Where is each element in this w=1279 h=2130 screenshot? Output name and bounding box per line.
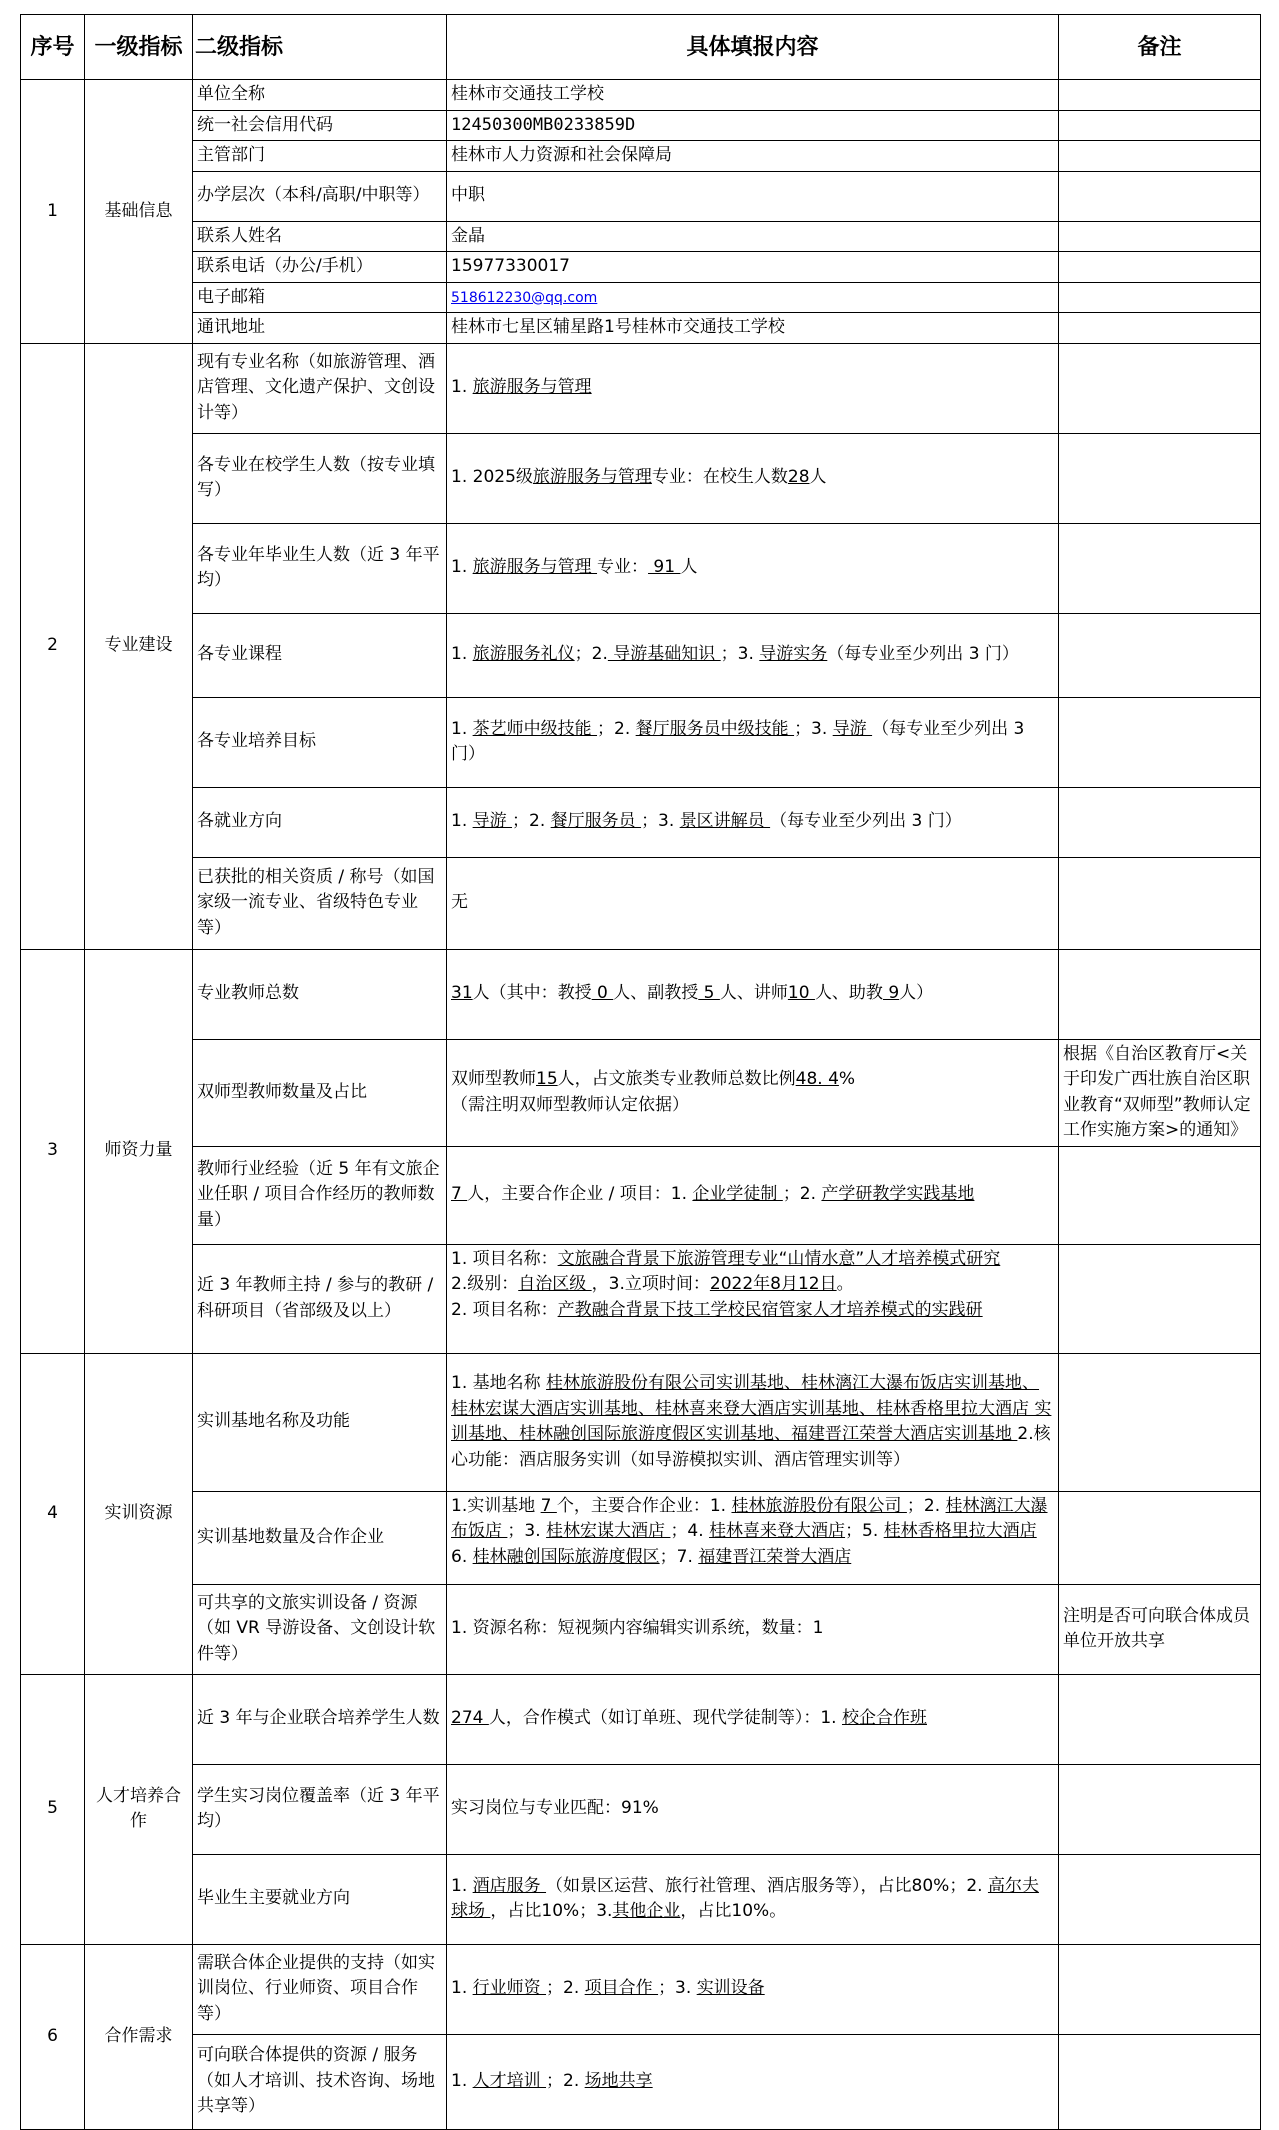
item-content: 274 人，合作模式（如订单班、现代学徒制等）：1. 校企合作班	[447, 1674, 1059, 1764]
table-row	[21, 1491, 1261, 1584]
item-remark	[1059, 313, 1261, 344]
item-remark	[1059, 221, 1261, 252]
item-remark	[1059, 2034, 1261, 2129]
item-remark	[1059, 523, 1261, 613]
section-category: 人才培养合作	[85, 1674, 193, 1944]
table-row	[21, 252, 1261, 283]
item-content: 1. 人才培训 ；2. 场地共享	[447, 2034, 1059, 2129]
table-row	[21, 1854, 1261, 1944]
section-category: 基础信息	[85, 80, 193, 344]
table-row	[21, 343, 1261, 433]
item-label: 各专业年毕业生人数（近 3 年平均）	[193, 523, 447, 613]
table-row	[21, 1353, 1261, 1491]
table-row	[21, 2034, 1261, 2129]
item-content: 双师型教师15人，占文旅类专业教师总数比例48. 4% （需注明双师型教师认定依据）	[447, 1039, 1059, 1146]
table-row	[21, 1146, 1261, 1244]
section-category: 实训资源	[85, 1353, 193, 1674]
table-row	[21, 141, 1261, 172]
email-link[interactable]: 518612230@qq.com	[451, 289, 598, 306]
header-row	[21, 15, 1261, 80]
item-label: 已获批的相关资质 / 称号（如国家级一流专业、省级特色专业等）	[193, 857, 447, 949]
item-label: 各专业培养目标	[193, 697, 447, 787]
item-content: 1. 导游 ；2. 餐厅服务员 ；3. 景区讲解员 （每专业至少列出 3 门）	[447, 787, 1059, 857]
item-label: 现有专业名称（如旅游管理、酒店管理、文化遗产保护、文创设计等）	[193, 343, 447, 433]
item-content: 1. 旅游服务与管理	[447, 343, 1059, 433]
item-content: 桂林市七星区辅星路1号桂林市交通技工学校	[447, 313, 1059, 344]
section-category: 专业建设	[85, 343, 193, 949]
item-label: 实训基地数量及合作企业	[193, 1491, 447, 1584]
item-content: 1. 旅游服务与管理 专业： 91 人	[447, 523, 1059, 613]
item-label: 需联合体企业提供的支持（如实训岗位、行业师资、项目合作等）	[193, 1944, 447, 2034]
item-content: 1. 资源名称：短视频内容编辑实训系统，数量：1	[447, 1584, 1059, 1674]
table-row	[21, 1584, 1261, 1674]
item-label: 各专业课程	[193, 613, 447, 697]
item-content: 金晶	[447, 221, 1059, 252]
item-content: 桂林市人力资源和社会保障局	[447, 141, 1059, 172]
table-row	[21, 221, 1261, 252]
header-level1: 一级指标	[85, 15, 193, 80]
item-content: 12450300MB0233859D	[447, 110, 1059, 141]
table-row	[21, 949, 1261, 1039]
item-content: 1. 项目名称：文旅融合背景下旅游管理专业“山情水意”人才培养模式研究 2.级别：自治区级 ，3.立项时间：2022年8月12日。 2. 项目名称：产教融合背景下技工学校民宿管家人才培养模式的实践研	[447, 1244, 1059, 1353]
item-content: 1. 茶艺师中级技能 ；2. 餐厅服务员中级技能 ；3. 导游 （每专业至少列出 3 门）	[447, 697, 1059, 787]
item-content: 1. 旅游服务礼仪；2. 导游基础知识 ；3. 导游实务（每专业至少列出 3 门）	[447, 613, 1059, 697]
item-remark	[1059, 1353, 1261, 1491]
item-content: 7 人，主要合作企业 / 项目：1. 企业学徒制 ；2. 产学研教学实践基地	[447, 1146, 1059, 1244]
item-remark	[1059, 282, 1261, 313]
item-content: 无	[447, 857, 1059, 949]
item-label: 联系电话（办公/手机）	[193, 252, 447, 283]
section-number: 1	[21, 80, 85, 344]
item-label: 实训基地名称及功能	[193, 1353, 447, 1491]
table-row	[21, 1244, 1261, 1353]
item-label: 专业教师总数	[193, 949, 447, 1039]
section-number: 2	[21, 343, 85, 949]
item-remark	[1059, 787, 1261, 857]
item-content: 1.实训基地 7 个，主要合作企业：1. 桂林旅游股份有限公司 ；2. 桂林漓江大瀑布饭店 ；3. 桂林宏谋大酒店 ；4. 桂林喜来登大酒店；5. 桂林香格里拉大酒店 6. 桂林融创国际旅游度假区；7. 福建晋江荣誉大酒店	[447, 1491, 1059, 1584]
table-row	[21, 171, 1261, 221]
item-label: 单位全称	[193, 80, 447, 111]
header-seq: 序号	[21, 15, 85, 80]
section-number: 6	[21, 1944, 85, 2129]
item-label: 统一社会信用代码	[193, 110, 447, 141]
item-remark	[1059, 80, 1261, 111]
item-remark	[1059, 1674, 1261, 1764]
item-remark	[1059, 141, 1261, 172]
table-row	[21, 110, 1261, 141]
table-row	[21, 282, 1261, 313]
section-number: 3	[21, 949, 85, 1353]
item-label: 主管部门	[193, 141, 447, 172]
item-content	[447, 282, 1059, 313]
section-category: 合作需求	[85, 1944, 193, 2129]
item-remark	[1059, 857, 1261, 949]
table-row	[21, 313, 1261, 344]
item-content: 中职	[447, 171, 1059, 221]
item-remark	[1059, 1491, 1261, 1584]
table-row	[21, 1039, 1261, 1146]
item-remark: 注明是否可向联合体成员单位开放共享	[1059, 1584, 1261, 1674]
item-remark	[1059, 252, 1261, 283]
header-level2: 二级指标	[193, 15, 447, 80]
item-remark	[1059, 1764, 1261, 1854]
header-remark: 备注	[1059, 15, 1261, 80]
item-remark	[1059, 613, 1261, 697]
item-remark	[1059, 949, 1261, 1039]
item-label: 各专业在校学生人数（按专业填写）	[193, 433, 447, 523]
item-remark	[1059, 1854, 1261, 1944]
item-label: 办学层次（本科/高职/中职等）	[193, 171, 447, 221]
section-category: 师资力量	[85, 949, 193, 1353]
item-content: 15977330017	[447, 252, 1059, 283]
header-content: 具体填报内容	[447, 15, 1059, 80]
item-remark	[1059, 110, 1261, 141]
item-label: 毕业生主要就业方向	[193, 1854, 447, 1944]
item-content: 1. 基地名称 桂林旅游股份有限公司实训基地、桂林漓江大瀑布饭店实训基地、桂林宏谋大酒店实训基地、桂林喜来登大酒店实训基地、桂林香格里拉大酒店 实训基地、桂林融创国际旅游度假区实训基地、福建晋江荣誉大酒店实训基地 2.核心功能：酒店服务实训（如导游模拟实训、酒店管理实训等）	[447, 1353, 1059, 1491]
table-row	[21, 1944, 1261, 2034]
item-label: 通讯地址	[193, 313, 447, 344]
table-row	[21, 80, 1261, 111]
item-label: 各就业方向	[193, 787, 447, 857]
item-label: 可共享的文旅实训设备 / 资源（如 VR 导游设备、文创设计软件等）	[193, 1584, 447, 1674]
item-content: 1. 2025级旅游服务与管理专业：在校生人数28人	[447, 433, 1059, 523]
item-remark	[1059, 1944, 1261, 2034]
item-content: 实习岗位与专业匹配：91%	[447, 1764, 1059, 1854]
item-content: 1. 行业师资 ；2. 项目合作 ；3. 实训设备	[447, 1944, 1059, 2034]
registration-table	[20, 14, 1261, 2130]
table-row	[21, 1764, 1261, 1854]
item-remark	[1059, 433, 1261, 523]
section-number: 4	[21, 1353, 85, 1674]
table-row	[21, 523, 1261, 613]
section-number: 5	[21, 1674, 85, 1944]
table-row	[21, 787, 1261, 857]
item-label: 教师行业经验（近 5 年有文旅企业任职 / 项目合作经历的教师数量）	[193, 1146, 447, 1244]
item-label: 近 3 年与企业联合培养学生人数	[193, 1674, 447, 1764]
item-label: 电子邮箱	[193, 282, 447, 313]
item-label: 可向联合体提供的资源 / 服务（如人才培训、技术咨询、场地共享等）	[193, 2034, 447, 2129]
item-content: 1. 酒店服务 （如景区运营、旅行社管理、酒店服务等），占比80%；2. 高尔夫球场 ，占比10%；3.其他企业，占比10%。	[447, 1854, 1059, 1944]
item-label: 联系人姓名	[193, 221, 447, 252]
item-content: 桂林市交通技工学校	[447, 80, 1059, 111]
item-label: 学生实习岗位覆盖率（近 3 年平均）	[193, 1764, 447, 1854]
table-row	[21, 433, 1261, 523]
table-row	[21, 857, 1261, 949]
item-remark	[1059, 1146, 1261, 1244]
item-label: 双师型教师数量及占比	[193, 1039, 447, 1146]
item-remark	[1059, 343, 1261, 433]
item-content: 31人（其中：教授 0 人、副教授 5 人、讲师10 人、助教 9人）	[447, 949, 1059, 1039]
table-row	[21, 613, 1261, 697]
item-remark	[1059, 697, 1261, 787]
item-label: 近 3 年教师主持 / 参与的教研 / 科研项目（省部级及以上）	[193, 1244, 447, 1353]
table-row	[21, 1674, 1261, 1764]
item-remark	[1059, 171, 1261, 221]
table-row	[21, 697, 1261, 787]
item-remark: 根据《自治区教育厅<关于印发广西壮族自治区职业教育“双师型”教师认定工作实施方案>的通知》	[1059, 1039, 1261, 1146]
item-remark	[1059, 1244, 1261, 1353]
